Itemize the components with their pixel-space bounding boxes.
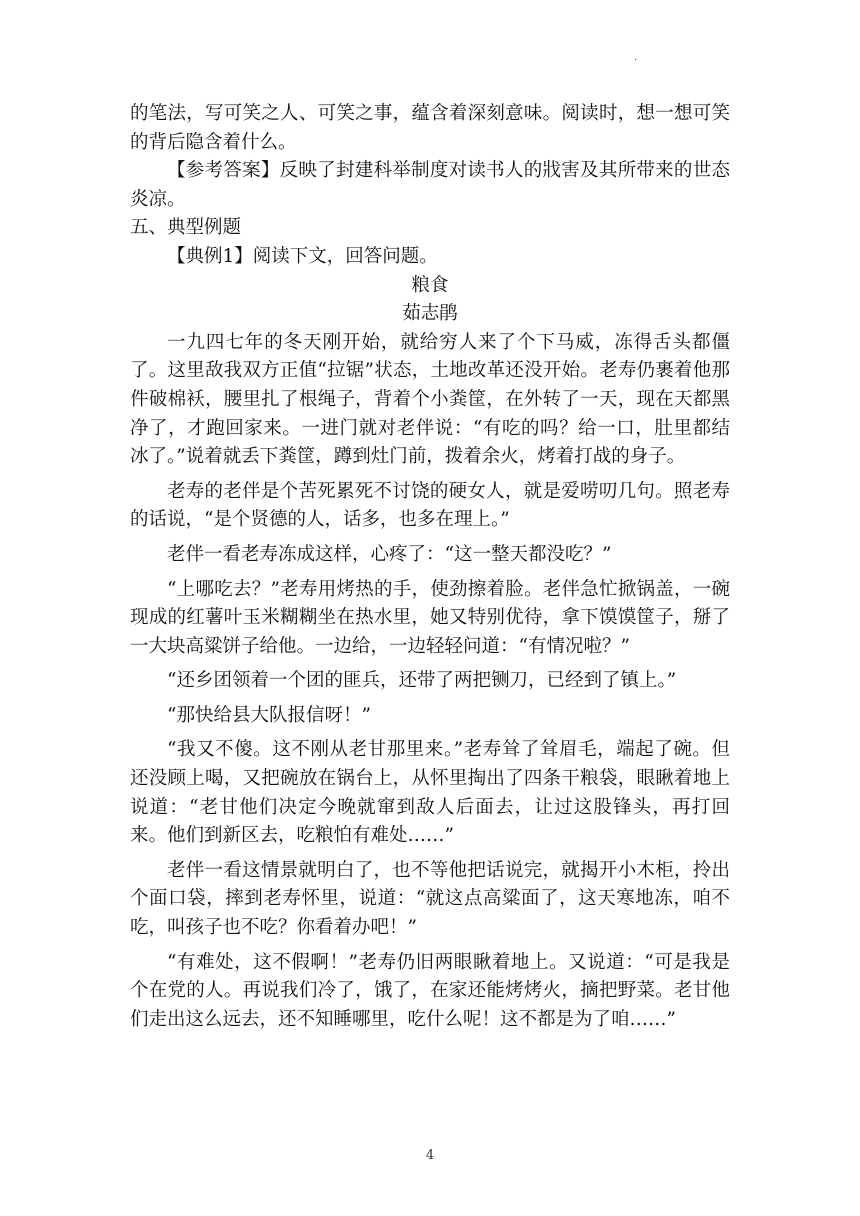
article-paragraph: 一九四七年的冬天刚开始，就给穷人来了个下马威，冻得舌头都僵了。这里敌我双方正值“拉锯”状态，土地改革还没开始。老寿仍裹着他那件破棉袄，腰里扎了根绳子，背着个小粪筐，在外转了一天，现在天都黑净了，才跑回家来。一进门就对老伴说：“有吃的吗？给一口，肚里都结冰了。”说着就丢下粪筐，蹲到灶门前，拨着余火，烤着打战的身子。 <box>130 331 730 468</box>
header-mark: . <box>634 52 638 63</box>
article-paragraph: “还乡团领着一个团的匪兵，还带了两把铡刀，已经到了镇上。” <box>167 670 677 692</box>
article-paragraph: “我又不傻。这不刚从老甘那里来。”老寿耸了耸眉毛，端起了碗。但还没顾上喝，又把碗放在锅台上，从怀里掏出了四条干粮袋，眼瞅着地上说道：“老甘他们决定今晚就窜到敌人后面去，让过这股锋头，再打回来。他们到新区去，吃粮怕有难处……” <box>130 739 730 847</box>
page-number: 4 <box>425 1148 435 1163</box>
article-paragraph: 老伴一看老寿冻成这样，心疼了：“这一整天都没吃？” <box>167 543 612 565</box>
section-heading: 五、典型例题 <box>130 217 242 239</box>
paragraph-reference-answer: 【参考答案】反映了封建科举制度对读书人的戕害及其所带来的世态炎凉。 <box>130 160 730 210</box>
article-author: 茹志鹃 <box>402 303 458 325</box>
article-paragraph: 老伴一看这情景就明白了，也不等他把话说完，就揭开小木柜，拎出个面口袋，摔到老寿怀里，说道：“就这点高粱面了，这天寒地冻，咱不吃，叫孩子也不吃？你看着办吧！” <box>130 859 730 939</box>
example-prompt: 【典例1】阅读下文，回答问题。 <box>167 245 438 267</box>
article-paragraph: “上哪吃去？”老寿用烤热的手，使劲擦着脸。老伴急忙掀锅盖，一碗现成的红薯叶玉米糊糊坐在热水里，她又特别优待，拿下馍馍筐子，掰了一大块高粱饼子给他。一边给，一边轻轻问道：“有情况啦？” <box>130 578 730 657</box>
document-body <box>130 100 730 1034</box>
article-paragraph: 老寿的老伴是个苦死累死不讨饶的硬女人，就是爱唠叨几句。照老寿的话说，“是个贤德的人，话多，也多在理上。” <box>130 480 730 531</box>
article-paragraph: “有难处，这不假啊！”老寿仍旧两眼瞅着地上。又说道：“可是我是个在党的人。再说我们冷了，饿了，在家还能烤烤火，摘把野菜。老甘他们走出这么远去，还不知睡哪里，吃什么呢！这不都是为了咱……” <box>130 951 730 1030</box>
article-title: 粮食 <box>411 274 449 296</box>
article-paragraph: “那快给县大队报信呀！” <box>167 704 371 726</box>
paragraph-intro-continuation: 的笔法，写可笑之人、可笑之事，蕴含着深刻意味。阅读时，想一想可笑的背后隐含着什么。 <box>130 103 730 153</box>
